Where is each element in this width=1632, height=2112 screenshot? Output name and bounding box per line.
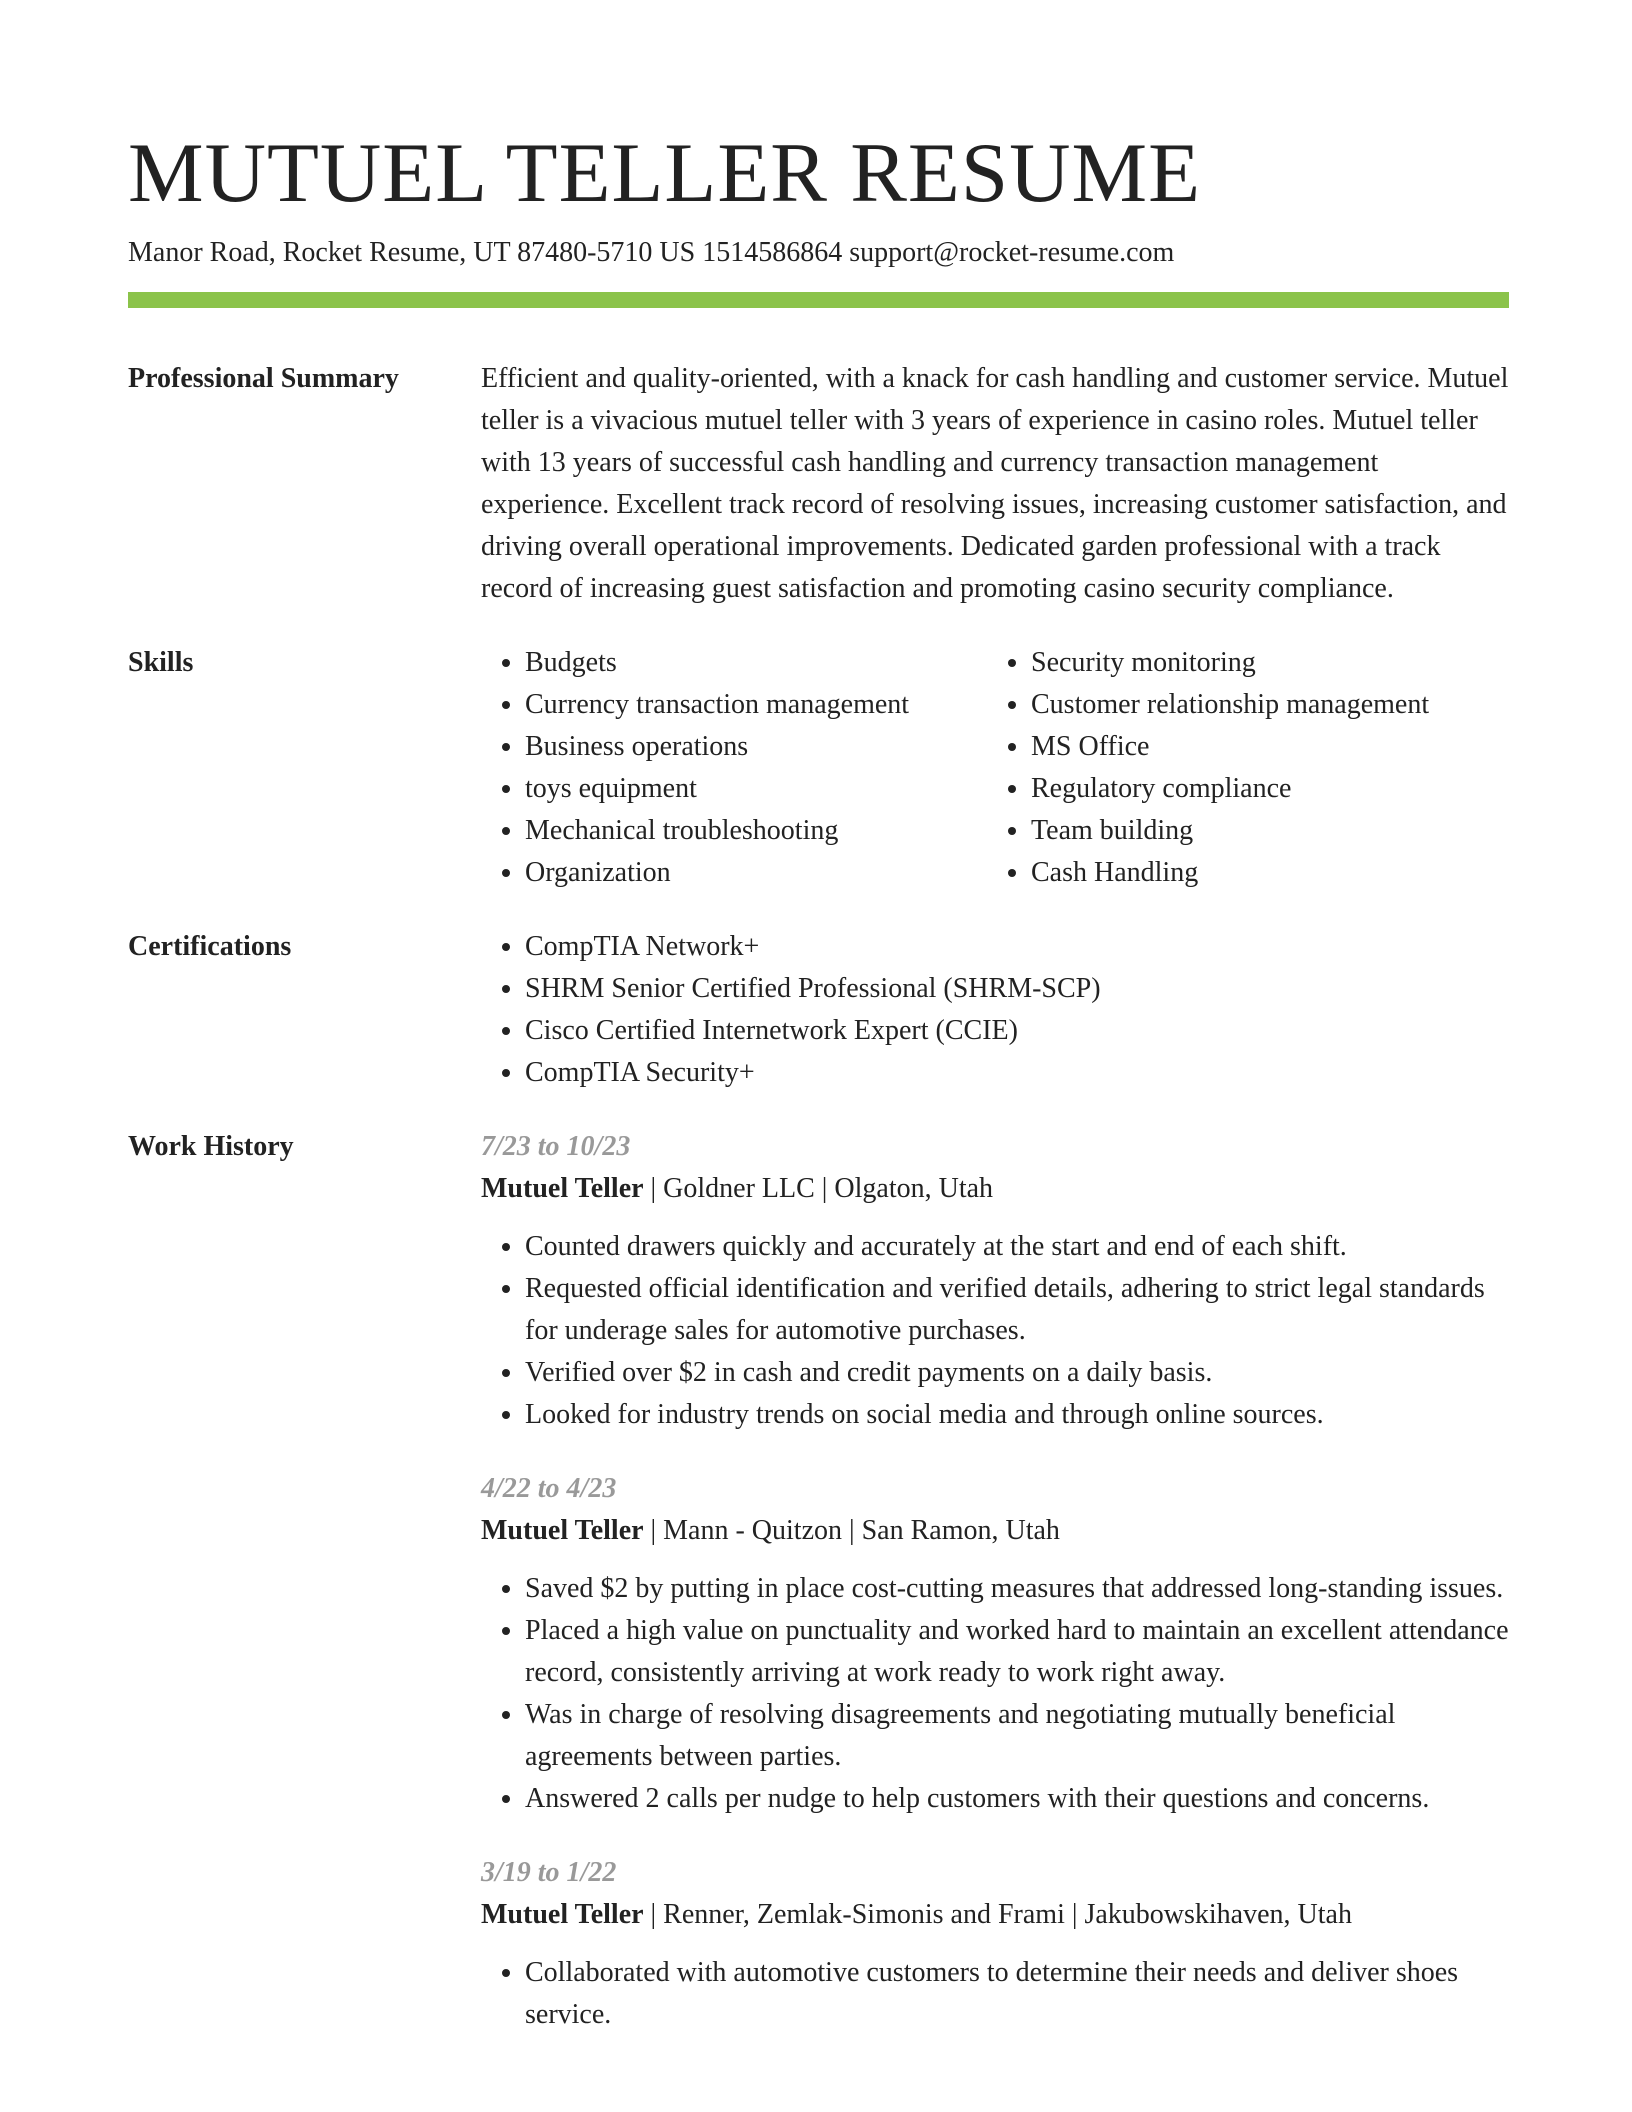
work-history-section — [128, 1126, 1509, 2068]
skill-item: • Mechanical troubleshooting — [525, 810, 987, 852]
skill-item: • Business operations — [525, 726, 987, 768]
job-entry — [481, 1852, 1509, 2036]
resume-title: MUTUEL TELLER RESUME — [128, 126, 1201, 220]
skills-columns — [481, 642, 1509, 894]
job-entry — [481, 1126, 1509, 1436]
job-bullet: • Saved $2 by putting in place cost-cutting measures that addressed long-standing issues. — [525, 1568, 1509, 1610]
skill-item: • Customer relationship management — [1031, 684, 1509, 726]
skills-label: Skills — [128, 647, 194, 678]
contact-line: Manor Road, Rocket Resume, UT 87480-5710 US 1514586864 support@rocket-resume.com — [128, 237, 1175, 268]
job-bullets — [481, 1568, 1509, 1820]
certification-item: • SHRM Senior Certified Professional (SHRM-SCP) — [525, 968, 1509, 1010]
job-bullets — [481, 1226, 1509, 1436]
skill-item: • toys equipment — [525, 768, 987, 810]
job-title: Mutuel Teller — [481, 1899, 644, 1930]
job-bullet: • Counted drawers quickly and accurately at the start and end of each shift. — [525, 1226, 1509, 1268]
job-title: Mutuel Teller — [481, 1173, 644, 1204]
skill-item: • Security monitoring — [1031, 642, 1509, 684]
job-bullet: • Requested official identification and verified details, adhering to strict legal standards for underage sales for automotive purchases. — [525, 1268, 1509, 1352]
resume-page — [128, 118, 1509, 2068]
certifications-body — [481, 926, 1509, 1094]
certifications-list — [481, 926, 1509, 1094]
job-bullet: • Was in charge of resolving disagreements and negotiating mutually beneficial agreements between parties. — [525, 1694, 1509, 1778]
job-bullet: • Verified over $2 in cash and credit payments on a daily basis. — [525, 1352, 1509, 1394]
certifications-section — [128, 926, 1509, 1094]
accent-divider — [128, 292, 1509, 308]
work-history-body — [481, 1126, 1509, 2068]
job-title: Mutuel Teller — [481, 1515, 644, 1546]
job-employer: | Goldner LLC | Olgaton, Utah — [643, 1173, 994, 1204]
skill-item: • Currency transaction management — [525, 684, 987, 726]
job-employer: | Renner, Zemlak-Simonis and Frami | Jakubowskihaven, Utah — [643, 1899, 1352, 1930]
job-dates: 7/23 to 10/23 — [481, 1131, 631, 1162]
work-history-label: Work History — [128, 1131, 294, 1162]
skill-item: • Regulatory compliance — [1031, 768, 1509, 810]
skill-item: • Budgets — [525, 642, 987, 684]
skills-section — [128, 642, 1509, 894]
job-heading — [481, 1894, 1509, 1936]
job-bullet: • Placed a high value on punctuality and worked hard to maintain an excellent attendance record, consistently arriving at work ready to work right away. — [525, 1610, 1509, 1694]
skills-list-left — [481, 642, 987, 894]
job-bullet: • Answered 2 calls per nudge to help customers with their questions and concerns. — [525, 1778, 1509, 1820]
job-entry — [481, 1468, 1509, 1820]
job-bullets — [481, 1952, 1509, 2036]
skill-item: • MS Office — [1031, 726, 1509, 768]
summary-section — [128, 358, 1509, 610]
skill-item: • Organization — [525, 852, 987, 894]
skills-list-right — [987, 642, 1509, 894]
skill-item: • Team building — [1031, 810, 1509, 852]
summary-label: Professional Summary — [128, 363, 399, 394]
job-dates: 3/19 to 1/22 — [481, 1857, 617, 1888]
certification-item: • Cisco Certified Internetwork Expert (CCIE) — [525, 1010, 1509, 1052]
job-dates: 4/22 to 4/23 — [481, 1473, 617, 1504]
summary-text: Efficient and quality-oriented, with a knack for cash handling and customer service. Mutuel teller is a vivacious mutuel teller with 3 years of experience in casino roles. Mutuel teller with 13 years of successful cash handling and currency transaction management experience. Excellent track record of resolving issues, increasing customer satisfaction, and driving overall operational improvements. Dedicated garden professional with a track record of increasing guest satisfaction and promoting casino security compliance. — [481, 363, 1509, 604]
certification-item: • CompTIA Security+ — [525, 1052, 1509, 1094]
skill-item: • Cash Handling — [1031, 852, 1509, 894]
job-heading — [481, 1168, 1509, 1210]
job-bullet: • Looked for industry trends on social media and through online sources. — [525, 1394, 1509, 1436]
certification-item: • CompTIA Network+ — [525, 926, 1509, 968]
certifications-label: Certifications — [128, 931, 292, 962]
job-employer: | Mann - Quitzon | San Ramon, Utah — [643, 1515, 1060, 1546]
job-heading — [481, 1510, 1509, 1552]
job-bullet: • Collaborated with automotive customers to determine their needs and deliver shoes service. — [525, 1952, 1509, 2036]
